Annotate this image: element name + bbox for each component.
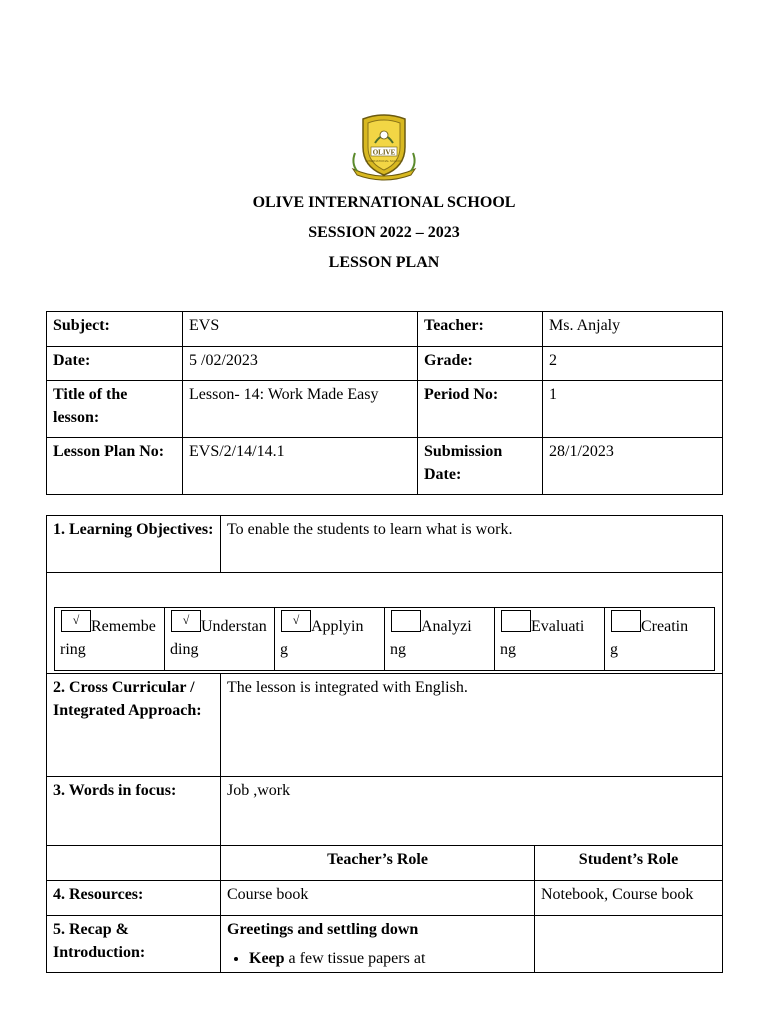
school-name: OLIVE INTERNATIONAL SCHOOL <box>252 194 516 211</box>
resources-teacher: Course book <box>221 881 535 916</box>
bloom-creating <box>605 608 714 670</box>
recap-bullet-text: a few tissue papers at <box>284 950 426 967</box>
bloom-label: Analyzi <box>421 618 472 635</box>
recap-label: 5. Recap & Introduction: <box>47 916 221 973</box>
teacher-role-header: Teacher’s Role <box>221 846 535 881</box>
resources-label: 4. Resources: <box>47 881 221 916</box>
bloom-label-cont: ring <box>60 641 86 658</box>
lesson-title-value: Lesson- 14: Work Made Easy <box>183 381 418 438</box>
grade-value: 2 <box>543 347 723 381</box>
bloom-checkbox[interactable]: √ <box>61 610 91 632</box>
bloom-label: Understan <box>201 618 267 635</box>
session-title: SESSION 2022 – 2023 <box>308 224 460 241</box>
period-value: 1 <box>543 381 723 438</box>
recap-bullet-bold: Keep <box>249 950 285 967</box>
teacher-label: Teacher: <box>418 312 543 347</box>
words-in-focus-value: Job ,work <box>221 777 723 846</box>
bloom-taxonomy-cell <box>47 573 723 674</box>
plan-no-value: EVS/2/14/14.1 <box>183 438 418 495</box>
submission-value: 28/1/2023 <box>543 438 723 495</box>
bloom-taxonomy-row <box>54 607 715 671</box>
lesson-plan-table <box>46 515 723 973</box>
objectives-value: To enable the students to learn what is work. <box>221 516 723 573</box>
subject-value: EVS <box>183 312 418 347</box>
bloom-label-cont: g <box>280 641 288 658</box>
objectives-label: 1. Learning Objectives: <box>47 516 221 573</box>
submission-label: Submission Date: <box>418 438 543 495</box>
teacher-value: Ms. Anjaly <box>543 312 723 347</box>
lesson-info-table <box>46 311 723 495</box>
bloom-checkbox[interactable] <box>611 610 641 632</box>
bloom-remembering <box>55 608 165 670</box>
list-item <box>249 947 528 970</box>
subject-label: Subject: <box>47 312 183 347</box>
recap-heading: Greetings and settling down <box>227 921 419 938</box>
bloom-label: Applyin <box>311 618 364 635</box>
bloom-checkbox[interactable]: √ <box>281 610 311 632</box>
bloom-label-cont: ding <box>170 641 199 658</box>
svg-text:OLIVE: OLIVE <box>372 148 396 157</box>
role-header-blank <box>47 846 221 881</box>
period-label: Period No: <box>418 381 543 438</box>
cross-curricular-value: The lesson is integrated with English. <box>221 674 723 777</box>
recap-list <box>227 947 528 970</box>
bloom-label: Remembe <box>91 618 156 635</box>
grade-label: Grade: <box>418 347 543 381</box>
bloom-label-cont: ng <box>500 641 516 658</box>
recap-student <box>535 916 723 973</box>
bloom-label-cont: ng <box>390 641 406 658</box>
bloom-checkbox[interactable] <box>391 610 421 632</box>
student-role-header: Student’s Role <box>535 846 723 881</box>
plan-no-label: Lesson Plan No: <box>47 438 183 495</box>
bloom-applying <box>275 608 385 670</box>
bloom-label: Creatin <box>641 618 689 635</box>
bloom-label-cont: g <box>610 641 618 658</box>
school-logo <box>349 113 419 181</box>
bloom-checkbox[interactable]: √ <box>171 610 201 632</box>
words-in-focus-label: 3. Words in focus: <box>47 777 221 846</box>
recap-teacher <box>221 916 535 973</box>
svg-text:INTERNATIONAL SCHOOL: INTERNATIONAL SCHOOL <box>365 159 403 163</box>
bloom-label: Evaluati <box>531 618 585 635</box>
date-label: Date: <box>47 347 183 381</box>
bloom-understanding <box>165 608 275 670</box>
bloom-checkbox[interactable] <box>501 610 531 632</box>
lesson-title-label: Title of the lesson: <box>47 381 183 438</box>
bloom-evaluating <box>495 608 605 670</box>
bloom-analyzing <box>385 608 495 670</box>
resources-student: Notebook, Course book <box>535 881 723 916</box>
date-value: 5 /02/2023 <box>183 347 418 381</box>
cross-curricular-label: 2. Cross Curricular / Integrated Approach: <box>47 674 221 777</box>
document-title: LESSON PLAN <box>328 254 440 271</box>
